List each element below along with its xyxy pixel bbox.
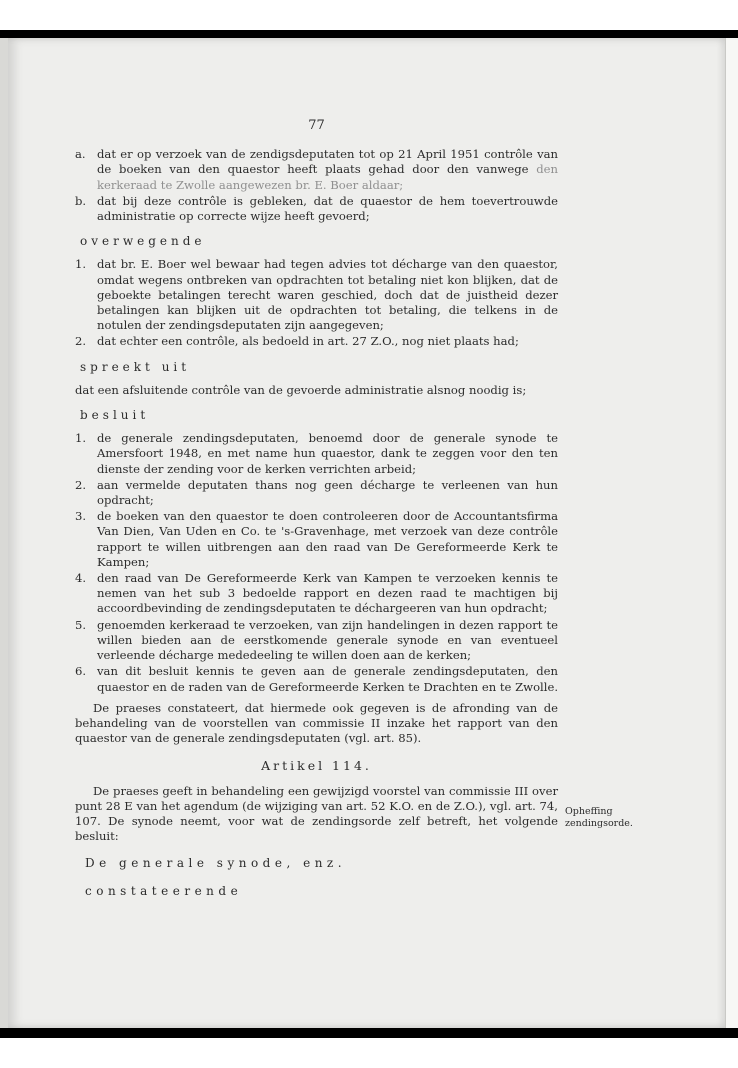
article-title: Artikel 114. <box>261 758 372 774</box>
list-marker: 2. <box>75 477 87 492</box>
list-marker: 3. <box>75 509 87 524</box>
heading-overwegende: overwegende <box>80 234 206 249</box>
faint-text: den kerkeraad te Zwolle aangewezen br. E. Boer aldaar; <box>97 162 558 192</box>
list-item-text: genoemden kerkeraad te verzoeken, van zijn handelingen in dezen rapport te willen bieden aan de eerstkomende generale synode en van eventueel verleende décharge mededeeling te willen doen aan de kerken; <box>97 617 558 663</box>
margin-note <box>565 806 685 830</box>
list-marker: 1. <box>75 257 87 272</box>
page-number: 77 <box>308 118 325 133</box>
list-item <box>75 664 558 694</box>
list-item-text: dat er op verzoek van de zendigsdeputaten tot op 21 April 1951 contrôle van de boeken van den quaestor heeft plaats gehad door den vanwege den kerkeraad te Zwolle aangewezen br. E. Boer aldaar; <box>97 147 558 192</box>
list-item <box>75 571 558 617</box>
list-item-text: van dit besluit kennis te geven aan de generale zendingsdeputaten, den quaestor en de raden van de Gereformeerde Kerken te Drachten en te Zwolle. <box>97 664 559 694</box>
scan-border-bottom <box>0 1028 738 1038</box>
list-item <box>75 478 558 508</box>
list-item-text: de generale zendingsdeputaten, benoemd door de generale synode te Amersfoort 1948, en met name hun quaestor, dank te zeggen voor den ten dienste der zending voor de kerken verrichten arbeid; <box>97 431 558 476</box>
list-marker: b. <box>75 193 87 208</box>
spreekt-uit-text: dat een afsluitende contrôle van de gevoerde administratie alsnog noodig is; <box>75 382 527 397</box>
list-item-text: dat br. E. Boer wel bewaar had tegen advies tot décharge van den quaestor, omdat wegens ontbreken van opdrachten tot betaling niet kon blijken, dat de geboekte betalingen terecht waren geschied, doch dat de juistheid dezer betalingen kan blijken uit de opdrachten tot betaling, die telkens in de notulen der zendingsdeputaten zijn aangegeven; <box>97 257 558 333</box>
list-marker: a. <box>75 147 86 162</box>
list-item <box>75 618 558 664</box>
heading-besluit: besluit <box>80 408 150 423</box>
list-item-text: dat bij deze contrôle is gebleken, dat de quaestor de hem toevertrouwde administratie op correcte wijze heeft gevoerd; <box>97 193 558 224</box>
list-marker: 5. <box>75 617 87 632</box>
list-item-text: de boeken van den quaestor te doen controleeren door de Accountantsfirma Van Dien, Van Uden en Co. te 's-Gravenhage, met verzoek van deze contrôle rapport te willen uitbrengen aan den raad van De Gereformeerde Kerk te Kampen; <box>97 509 558 569</box>
margin-note-line: Opheffing <box>565 806 613 817</box>
list-item-text: dat echter een contrôle, als bedoeld in art. 27 Z.O., nog niet plaats had; <box>97 334 519 349</box>
article-paragraph: De praeses geeft in behandeling een gewijzigd voorstel van commissie III over punt 28 E van het agendum (de wijziging van art. 52 K.O. en de Z.O.), vgl. art. 74, 107. De synode neemt, voor wat de zendingsorde zelf betreft, het volgende besluit: <box>75 783 558 844</box>
list-item <box>75 257 558 333</box>
list-item <box>75 147 558 193</box>
list-marker: 4. <box>75 571 87 586</box>
list-item-text: den raad van De Gereformeerde Kerk van Kampen te verzoeken kennis te nemen van het sub 3 bedoelde rapport en dezen raad te machtigen bij accoordbevinding de zendingsdeputaten te déchargeeren van hun opdracht; <box>97 571 558 616</box>
list-item <box>75 509 558 570</box>
list-marker: 2. <box>75 334 87 349</box>
list-item <box>75 194 558 224</box>
constateerende-heading: constateerende <box>85 883 243 898</box>
synode-line: De generale synode, enz. <box>85 856 347 871</box>
list-marker: 1. <box>75 431 87 446</box>
page-content <box>75 112 558 905</box>
page-edge <box>725 38 738 1028</box>
list-item-text: aan vermelde deputaten thans nog geen décharge te verleenen van hun opdracht; <box>97 477 558 508</box>
heading-spreekt-uit: spreekt uit <box>80 359 191 374</box>
list-item <box>75 431 558 477</box>
list-marker: 6. <box>75 664 87 679</box>
closing-paragraph: De praeses constateert, dat hiermede ook gegeven is de afronding van de behandeling van de voorstellen van commissie II inzake het rapport van den quaestor van de generale zendingsdeputaten (vgl. art. 85). <box>75 700 558 746</box>
scan-left-strip <box>0 38 8 1028</box>
scan-border-top <box>0 30 738 38</box>
margin-note-line: zendingsorde. <box>565 818 633 829</box>
list-item <box>75 334 558 349</box>
